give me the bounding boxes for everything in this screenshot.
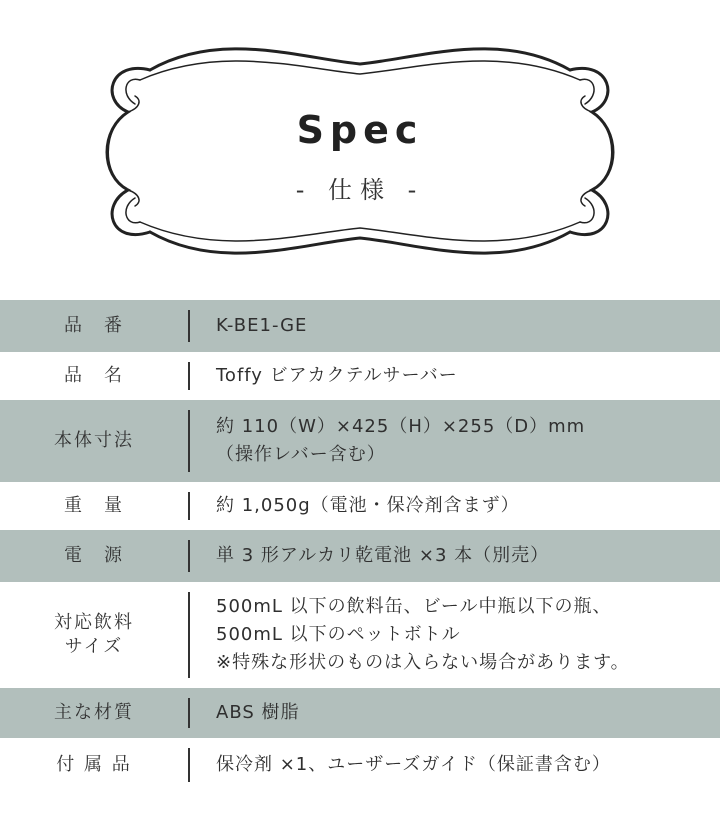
spec-label: 付 属 品 — [56, 754, 132, 775]
spec-row — [0, 582, 720, 688]
spec-row — [0, 400, 720, 482]
spec-label: 対応飲料 サイズ — [54, 612, 134, 657]
spec-value-line: Toffy ビアカクテルサーバー — [216, 365, 458, 386]
row-divider — [188, 592, 190, 678]
spec-row — [0, 688, 720, 738]
spec-label: 重 量 — [64, 495, 124, 516]
spec-value — [216, 688, 710, 738]
spec-value — [216, 482, 710, 530]
row-divider — [188, 410, 190, 472]
spec-row — [0, 300, 720, 352]
spec-row — [0, 738, 720, 792]
spec-header — [0, 0, 720, 300]
spec-value-line: 約 1,050g（電池・保冷剤含まず） — [216, 495, 520, 516]
spec-row — [0, 530, 720, 582]
page-subtitle: - 仕様 - — [295, 176, 425, 204]
spec-value-line: 500mL 以下の飲料缶、ビール中瓶以下の瓶、 — [216, 596, 612, 617]
row-divider — [188, 362, 190, 390]
row-divider — [188, 748, 190, 782]
spec-value — [216, 352, 710, 400]
spec-row — [0, 482, 720, 530]
spec-value-line: （操作レバー含む） — [216, 444, 386, 465]
page-title: Spec — [296, 108, 424, 152]
spec-value-line: ABS 樹脂 — [216, 702, 300, 723]
spec-value-line: 500mL 以下のペットボトル — [216, 624, 461, 645]
row-divider — [188, 698, 190, 728]
spec-value — [216, 582, 710, 688]
spec-value-line: K-BE1-GE — [216, 315, 308, 336]
spec-label: 主な材質 — [54, 702, 134, 723]
spec-value — [216, 530, 710, 582]
spec-value-line: 約 110（W）×425（H）×255（D）mm — [216, 416, 586, 437]
spec-value-line: 保冷剤 ×1、ユーザーズガイド（保証書含む） — [216, 754, 611, 775]
spec-value-line: 単 3 形アルカリ乾電池 ×3 本（別売） — [216, 545, 550, 566]
spec-label: 品 名 — [64, 365, 124, 386]
spec-value — [216, 738, 710, 792]
spec-label: 品 番 — [64, 315, 124, 336]
row-divider — [188, 540, 190, 572]
spec-label: 本体寸法 — [54, 430, 134, 451]
row-divider — [188, 492, 190, 520]
spec-table — [0, 300, 720, 792]
spec-value — [216, 400, 710, 482]
spec-value-line: ※特殊な形状のものは入らない場合があります。 — [216, 652, 630, 673]
spec-row — [0, 352, 720, 400]
spec-label: 電 源 — [64, 545, 124, 566]
row-divider — [188, 310, 190, 342]
spec-value — [216, 300, 710, 352]
